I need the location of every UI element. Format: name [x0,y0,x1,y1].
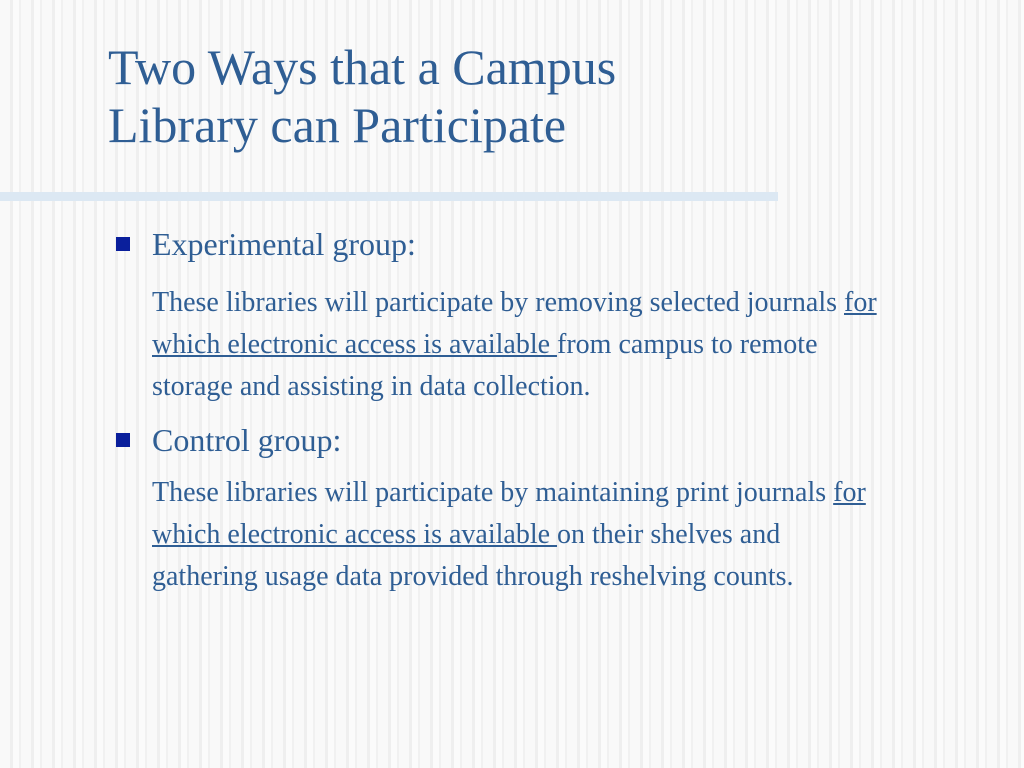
paragraph-line [152,282,1012,324]
slide-title [108,38,788,154]
bullet-label: Experimental group: [152,226,416,262]
text-run: These libraries will participate by removing selected journals [152,287,844,318]
title-divider [0,192,778,201]
underlined-text: for [844,287,877,318]
square-bullet-icon [116,433,130,447]
experimental-group-description [152,282,1012,408]
paragraph-line: gathering usage data provided through reshelving counts. [152,561,794,592]
paragraph-line [152,472,1012,514]
slide-title-line-1: Two Ways that a Campus [108,39,617,95]
slide-title-line-2: Library can Participate [108,97,567,153]
paragraph-line [152,324,1012,366]
control-group-description [152,472,1012,598]
underlined-text: which electronic access is available [152,519,558,550]
text-run: on their shelves and [557,519,781,550]
square-bullet-icon [116,237,130,251]
text-run: These libraries will participate by maintaining print journals [152,477,834,508]
underlined-text: which electronic access is available [152,329,558,360]
bullet-label: Control group: [152,422,342,458]
paragraph-line [152,514,1012,556]
underlined-text: for [833,477,866,508]
paragraph-line: storage and assisting in data collection. [152,371,591,402]
text-run: from campus to remote [557,329,818,360]
